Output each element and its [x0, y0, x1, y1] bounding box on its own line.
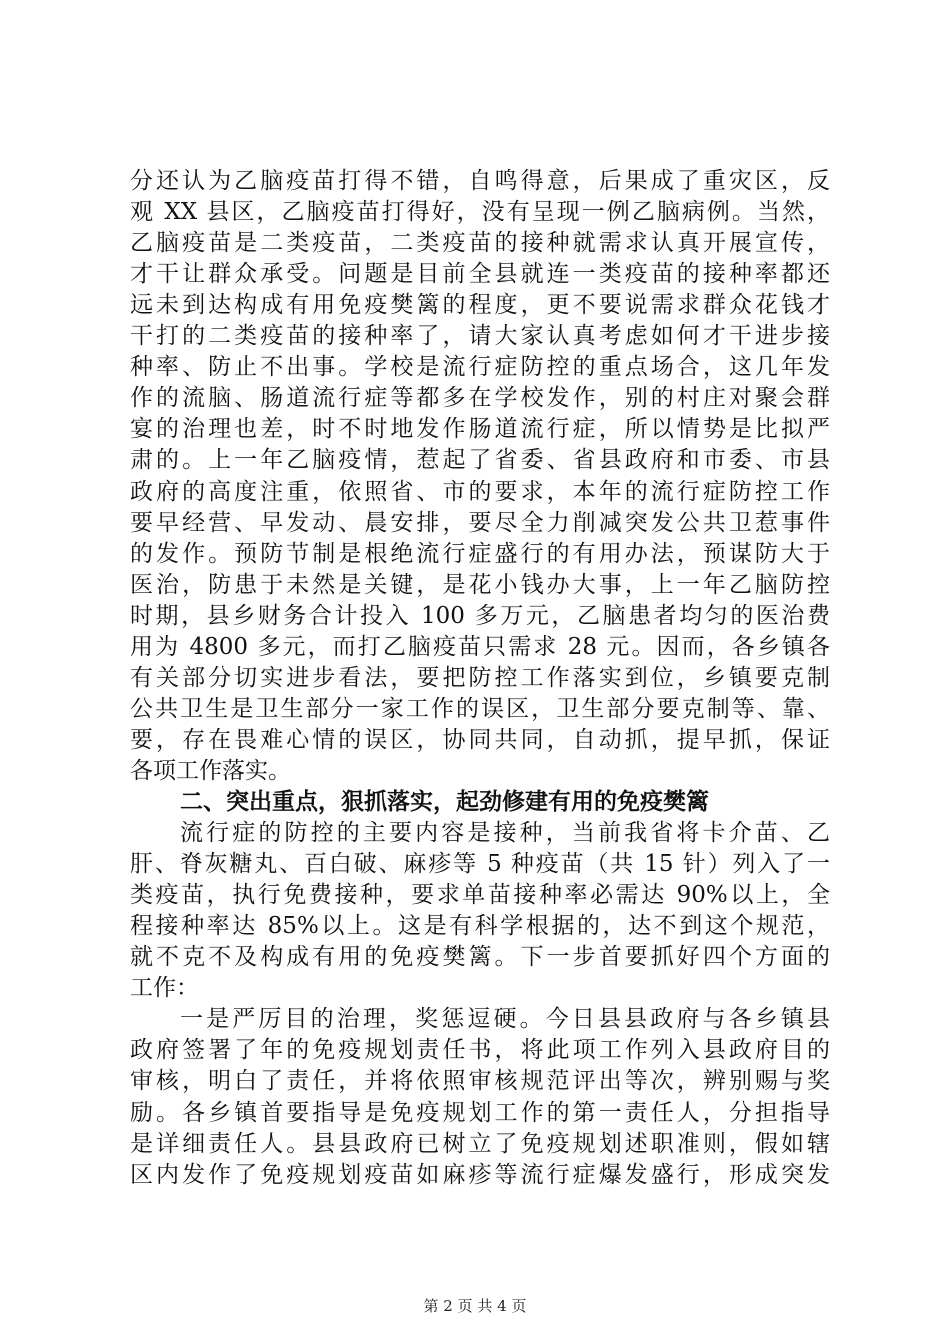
body-text-line: 区内发作了免疫规划疫苗如麻疹等流行症爆发盛行，形成突发 [130, 1162, 830, 1188]
body-text-line: 肃的。上一年乙脑疫情，惹起了省委、省县政府和市委、市县 [130, 447, 830, 473]
body-text-line: 励。各乡镇首要指导是免疫规划工作的第一责任人，分担指导 [130, 1100, 830, 1126]
body-text-line: 审核，明白了责任，并将依照审核规范评出等次，辨别赐与奖 [130, 1068, 830, 1094]
body-text-line: 分还认为乙脑疫苗打得不错，自鸣得意，后果成了重灾区，反 [130, 168, 830, 194]
page-footer: 第 2 页 共 4 页 [423, 1297, 527, 1315]
body-text-line: 作的流脑、肠道流行症等都多在学校发作，别的村庄对聚会群 [130, 385, 830, 411]
body-text-line: 远未到达构成有用免疫樊篱的程度，更不要说需求群众花钱才 [130, 292, 830, 318]
body-text-line: 医治，防患于未然是关键，是花小钱办大事，上一年乙脑防控 [130, 572, 830, 598]
body-text-line: 干打的二类疫苗的接种率了，请大家认真考虑如何才干进步接 [130, 323, 830, 349]
body-text-line: 时期，县乡财务合计投入 100 多万元，乙脑患者均匀的医治费 [130, 603, 830, 629]
body-text-line: 用为 4800 多元，而打乙脑疫苗只需求 28 元。因而，各乡镇各 [130, 634, 830, 660]
body-text-line: 程接种率达 85%以上。这是有科学根据的，达不到这个规范， [130, 913, 830, 939]
body-text-line: 种率、防止不出事。学校是流行症防控的重点场合，这几年发 [130, 354, 830, 380]
body-text-line: 乙脑疫苗是二类疫苗，二类疫苗的接种就需求认真开展宣传， [130, 230, 830, 256]
body-text-line: 政府签署了年的免疫规划责任书，将此项工作列入县政府目的 [130, 1037, 830, 1063]
body-text-line: 各项工作落实。 [130, 758, 291, 784]
section-heading: 二、突出重点，狠抓落实，起劲修建有用的免疫樊篱 [180, 789, 709, 815]
body-text-line: 类疫苗，执行免费接种，要求单苗接种率必需达 90%以上，全 [130, 882, 830, 908]
body-text-line: 流行症的防控的主要内容是接种，当前我省将卡介苗、乙 [180, 820, 830, 846]
body-text-line: 就不克不及构成有用的免疫樊篱。下一步首要抓好四个方面的 [130, 944, 830, 970]
body-text-line: 观 XX 县区，乙脑疫苗打得好，没有呈现一例乙脑病例。当然， [130, 199, 830, 225]
body-text-line: 政府的高度注重，依照省、市的要求，本年的流行症防控工作 [130, 479, 830, 505]
body-text-line: 公共卫生是卫生部分一家工作的误区，卫生部分要克制等、靠、 [130, 696, 830, 722]
body-text-line: 宴的治理也差，时不时地发作肠道流行症，所以情势是比拟严 [130, 416, 830, 442]
body-text-line: 的发作。预防节制是根绝流行症盛行的有用办法，预谋防大于 [130, 541, 830, 567]
body-text-line: 有关部分切实进步看法，要把防控工作落实到位，乡镇要克制 [130, 665, 830, 691]
body-text-line: 要早经营、早发动、晨安排，要尽全力削减突发公共卫惹事件 [130, 510, 830, 536]
body-text-line: 肝、脊灰糖丸、百白破、麻疹等 5 种疫苗（共 15 针）列入了一 [130, 851, 830, 877]
body-text-line: 才干让群众承受。问题是目前全县就连一类疫苗的接种率都还 [130, 261, 830, 287]
body-text-line: 是详细责任人。县县政府已树立了免疫规划述职准则，假如辖 [130, 1131, 830, 1157]
body-text-line: 一是严厉目的治理，奖惩逗硬。今日县县政府与各乡镇县 [180, 1006, 830, 1032]
body-text-line: 要，存在畏难心情的误区，协同共同，自动抓，提早抓，保证 [130, 727, 830, 753]
body-text-line: 工作： [130, 975, 199, 1001]
